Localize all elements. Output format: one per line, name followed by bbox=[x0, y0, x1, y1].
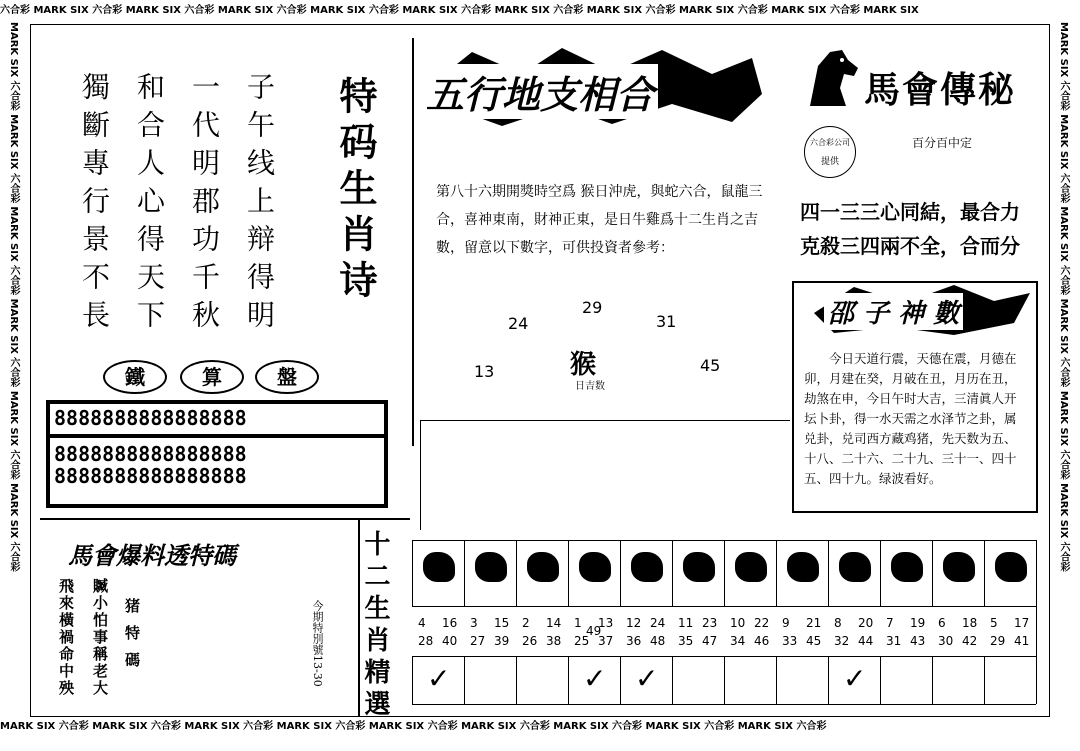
zodiac-number: 27 bbox=[470, 634, 486, 648]
lucky-number: 13 bbox=[474, 362, 495, 381]
abacus-label-1: 鐵 bbox=[103, 360, 167, 394]
zodiac-number: 39 bbox=[494, 634, 510, 648]
check-cell bbox=[568, 656, 620, 704]
burst-line-3: 猪特碼 bbox=[123, 598, 141, 679]
zodiac-number: 2 bbox=[522, 616, 530, 630]
horse-club-line-1: 四一三三心同結，最合力 bbox=[800, 200, 1020, 224]
horse-club-title: 馬會傳秘 bbox=[864, 69, 1017, 111]
horse-club-tag: 百分百中定 bbox=[912, 136, 973, 150]
zodiac-number: 1 bbox=[574, 616, 582, 630]
zodiac-number: 11 bbox=[678, 616, 694, 630]
wuxing-text: 第八十六期開獎時空爲 猴日沖虎，與蛇六合，鼠龍三合，喜神東南，財神正東，是日牛雞爲十二生肖之吉數，留意以下數字，可供投資者參考： bbox=[436, 184, 763, 256]
zodiac-number: 13 bbox=[598, 616, 614, 630]
shaozi-text: 今日天道行震，天德在震，月德在卯，月建在癸，月破在丑，月历在丑，劫煞在申，今日午时大吉，三清眞人开坛卜卦，得一水天需之水泽节之卦，属兑卦，兑司西方藏鸡猪，先天数为五、十八、二十六、二十九、三十一、四十五、四十九。绿波看好。 bbox=[804, 351, 1017, 486]
zodiac-number: 5 bbox=[990, 616, 998, 630]
zodiac-number: 41 bbox=[1014, 634, 1030, 648]
zodiac-number: 14 bbox=[546, 616, 562, 630]
ox-icon bbox=[683, 552, 715, 582]
abacus-label-2: 算 bbox=[180, 360, 244, 394]
seal-stamp: 六合彩公司 提供 bbox=[804, 126, 856, 178]
checkmark-icon: ✓ bbox=[427, 662, 451, 695]
divider bbox=[420, 420, 421, 530]
abacus-top-beads: 8888888888888888 bbox=[54, 406, 247, 430]
zodiac-number: 33 bbox=[782, 634, 798, 648]
zodiac-number: 29 bbox=[990, 634, 1006, 648]
abacus bbox=[46, 400, 388, 508]
zodiac-number: 26 bbox=[522, 634, 538, 648]
zodiac-number: 15 bbox=[494, 616, 510, 630]
zodiac-number: 28 bbox=[418, 634, 434, 648]
divider bbox=[1036, 540, 1037, 704]
snake-icon bbox=[891, 552, 923, 582]
check-cell bbox=[516, 656, 568, 704]
center-zodiac-sub: 日吉数 bbox=[575, 381, 605, 392]
horse-head-icon bbox=[800, 46, 860, 110]
zodiac-number: 12 bbox=[626, 616, 642, 630]
abacus-bottom-beads-1: 8888888888888888 bbox=[54, 442, 247, 466]
dog-icon bbox=[423, 552, 455, 582]
tiger-icon bbox=[735, 552, 767, 582]
zodiac-cell bbox=[776, 540, 828, 606]
check-cell bbox=[776, 656, 828, 704]
zodiac-number: 49 bbox=[586, 624, 602, 638]
lucky-number: 31 bbox=[656, 312, 677, 331]
zodiac-number: 10 bbox=[730, 616, 746, 630]
zodiac-number: 18 bbox=[962, 616, 978, 630]
zodiac-number: 20 bbox=[858, 616, 874, 630]
goat-icon bbox=[995, 552, 1027, 582]
check-cell bbox=[984, 656, 1036, 704]
center-zodiac: 猴 bbox=[570, 350, 597, 380]
zodiac-number: 44 bbox=[858, 634, 874, 648]
zodiac-number: 23 bbox=[702, 616, 718, 630]
poem-title: 特码生肖诗 bbox=[333, 76, 378, 306]
dragon-icon bbox=[839, 552, 871, 582]
right-border-strip: MARK SIX 六合彩 MARK SIX 六合彩 MARK SIX 六合彩 MARK SIX 六合彩 MARK SIX 六合彩 MARK SIX 六合彩 bbox=[1050, 22, 1080, 716]
check-cell bbox=[828, 656, 880, 704]
burst-line-2: 贓小怕事稱老大 bbox=[91, 578, 109, 697]
shaozi-title: 邵 子 神 數 bbox=[824, 293, 963, 330]
zodiac-number: 8 bbox=[834, 616, 842, 630]
shaozi-box bbox=[792, 281, 1038, 513]
wuxing-banner bbox=[412, 44, 772, 128]
zodiac-cell bbox=[984, 540, 1036, 606]
zodiac-number: 7 bbox=[886, 616, 894, 630]
zodiac-number: 25 bbox=[574, 634, 590, 648]
poem-line-4: 獨斷專行景不長 bbox=[78, 72, 111, 338]
check-cell bbox=[412, 656, 464, 704]
horse-icon bbox=[943, 552, 975, 582]
special-number-label: 今期特別號13-30 bbox=[311, 600, 324, 687]
zodiac-cell bbox=[464, 540, 516, 606]
abacus-bottom-beads-2: 8888888888888888 bbox=[54, 464, 247, 488]
poem-line-1: 子午线上辩得明 bbox=[243, 72, 276, 338]
checkmark-icon: ✓ bbox=[583, 662, 607, 695]
zodiac-number: 48 bbox=[650, 634, 666, 648]
zodiac-number: 31 bbox=[886, 634, 902, 648]
zodiac-cell bbox=[620, 540, 672, 606]
check-cell bbox=[672, 656, 724, 704]
zodiac-number: 40 bbox=[442, 634, 458, 648]
zodiac-number: 19 bbox=[910, 616, 926, 630]
check-cell bbox=[620, 656, 672, 704]
zodiac-cell bbox=[672, 540, 724, 606]
zodiac-cell bbox=[516, 540, 568, 606]
zodiac-cell bbox=[568, 540, 620, 606]
checkmark-icon: ✓ bbox=[635, 662, 659, 695]
zodiac-cell bbox=[880, 540, 932, 606]
zodiac-number: 17 bbox=[1014, 616, 1030, 630]
burst-line-1: 飛來橫禍命中殃 bbox=[57, 578, 75, 697]
zodiac-number: 32 bbox=[834, 634, 850, 648]
rat-icon bbox=[631, 552, 663, 582]
divider bbox=[412, 38, 414, 446]
check-cell bbox=[464, 656, 516, 704]
zodiac-number: 37 bbox=[598, 634, 614, 648]
zodiac-number: 36 bbox=[626, 634, 642, 648]
zodiac-number: 4 bbox=[418, 616, 426, 630]
divider bbox=[412, 606, 1036, 607]
wuxing-title: 五行地支相合 bbox=[422, 64, 658, 119]
zodiac-number: 35 bbox=[678, 634, 694, 648]
zodiac-cell bbox=[724, 540, 776, 606]
abacus-beam bbox=[50, 434, 384, 438]
zodiac-number: 47 bbox=[702, 634, 718, 648]
monkey-icon bbox=[527, 552, 559, 582]
divider bbox=[40, 518, 410, 520]
zodiac-number: 24 bbox=[650, 616, 666, 630]
left-border-strip: MARK SIX 六合彩 MARK SIX 六合彩 MARK SIX 六合彩 MARK SIX 六合彩 MARK SIX 六合彩 MARK SIX 六合彩 bbox=[0, 22, 30, 716]
goat-icon bbox=[579, 552, 611, 582]
lucky-number: 24 bbox=[508, 314, 529, 333]
rabbit-icon bbox=[787, 552, 819, 582]
zodiac-number: 30 bbox=[938, 634, 954, 648]
burst-title: 馬會爆料透特碼 bbox=[68, 541, 236, 570]
zodiac-number: 46 bbox=[754, 634, 770, 648]
divider bbox=[412, 704, 1036, 705]
zodiac-number: 43 bbox=[910, 634, 926, 648]
zodiac-cell bbox=[828, 540, 880, 606]
zodiac-number: 6 bbox=[938, 616, 946, 630]
top-border-strip: 六合彩 MARK SIX 六合彩 MARK SIX 六合彩 MARK SIX 六合彩 MARK SIX 六合彩 MARK SIX 六合彩 MARK SIX 六合彩 MARK SIX 六合彩 MARK SIX 六合彩 MARK SIX 六合彩 MARK SIX bbox=[0, 0, 1080, 22]
zodiac-number: 9 bbox=[782, 616, 790, 630]
lucky-number: 29 bbox=[582, 298, 603, 317]
zodiac-number: 16 bbox=[442, 616, 458, 630]
zodiac-number: 34 bbox=[730, 634, 746, 648]
abacus-label-3: 盤 bbox=[255, 360, 319, 394]
divider bbox=[420, 420, 790, 421]
check-cell bbox=[932, 656, 984, 704]
poem-line-3: 和合人心得天下 bbox=[133, 72, 166, 338]
check-cell bbox=[880, 656, 932, 704]
zodiac-number: 21 bbox=[806, 616, 822, 630]
zodiac-number: 45 bbox=[806, 634, 822, 648]
check-cell bbox=[724, 656, 776, 704]
zodiac-number: 42 bbox=[962, 634, 978, 648]
zodiac-pick-title: 十二生肖精選 bbox=[360, 530, 390, 722]
bottom-border-strip: MARK SIX 六合彩 MARK SIX 六合彩 MARK SIX 六合彩 MARK SIX 六合彩 MARK SIX 六合彩 MARK SIX 六合彩 MARK SIX 六合彩 MARK SIX 六合彩 MARK SIX 六合彩 bbox=[0, 716, 1080, 738]
zodiac-cell bbox=[932, 540, 984, 606]
horse-club-line-2: 克殺三四兩不全，合而分 bbox=[800, 234, 1020, 258]
lucky-number: 45 bbox=[700, 356, 721, 375]
zodiac-number: 22 bbox=[754, 616, 770, 630]
zodiac-cell bbox=[412, 540, 464, 606]
rooster-icon bbox=[475, 552, 507, 582]
zodiac-number: 38 bbox=[546, 634, 562, 648]
checkmark-icon: ✓ bbox=[843, 662, 867, 695]
zodiac-number: 3 bbox=[470, 616, 478, 630]
poem-line-2: 一代明郡功千秋 bbox=[188, 72, 221, 338]
